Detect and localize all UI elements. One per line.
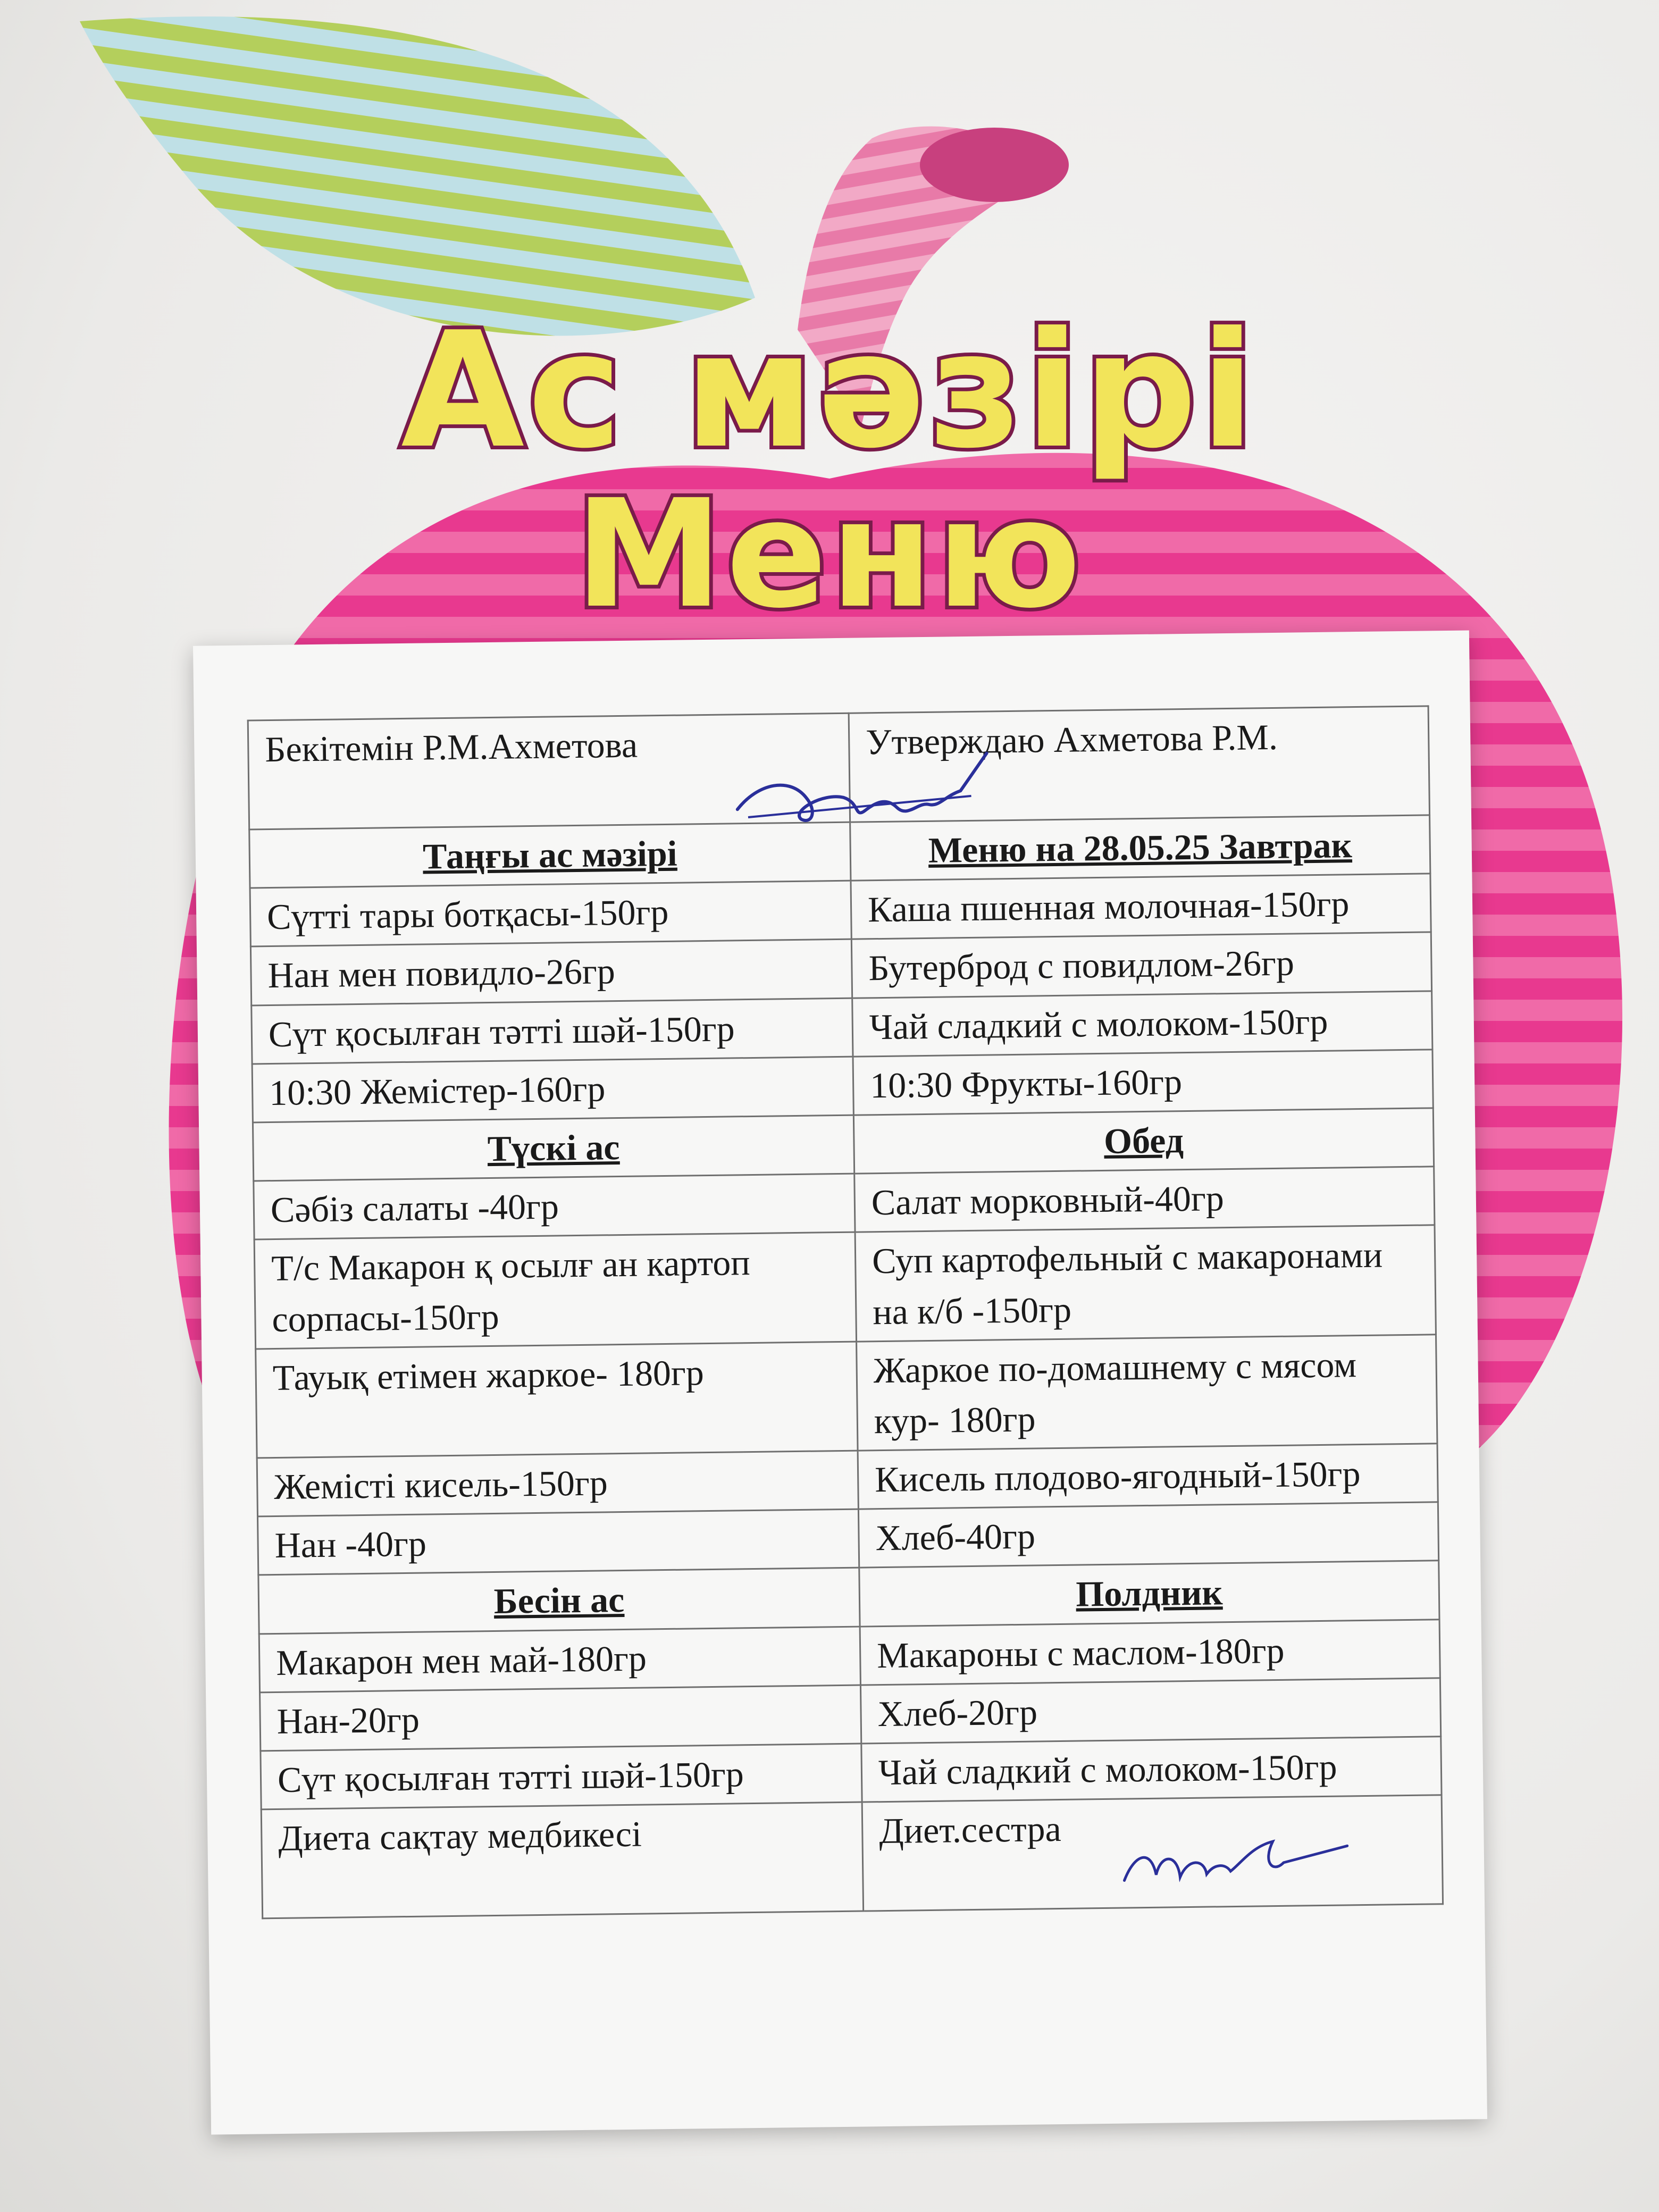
dish-kz: Сүт қосылған тәтті шәй-150гр xyxy=(261,1744,862,1809)
dish-kz: Жемісті кисель-150гр xyxy=(257,1451,858,1516)
approval-row xyxy=(248,706,1429,830)
approval-kz: Бекітемін Р.М.Ахметова xyxy=(248,713,850,830)
dish-kz: Т/с Макарон қ осылғ ан картоп сорпасы-150гр xyxy=(254,1232,856,1348)
section-title-kz: Таңғы ас мәзірі xyxy=(249,822,851,888)
dish-ru: Макароны с маслом-180гр xyxy=(860,1619,1440,1685)
poster-title-ru: Меню xyxy=(574,468,1085,641)
dish-ru: Бутерброд с повидлом-26гр xyxy=(851,932,1431,998)
dish-ru: Жаркое по-домашнему с мясом кур- 180гр xyxy=(857,1334,1437,1451)
stem-top xyxy=(920,128,1069,202)
section-title-kz: Түскі ас xyxy=(253,1115,854,1181)
menu-row xyxy=(256,1334,1437,1457)
leaf-shape xyxy=(80,16,755,336)
nurse-signature xyxy=(1113,1830,1358,1897)
section-title-ru: Обед xyxy=(853,1108,1434,1174)
dish-ru: Салат морковный-40гр xyxy=(854,1167,1435,1232)
dish-kz: Нан-20гр xyxy=(260,1685,861,1751)
menu-table xyxy=(247,705,1444,1919)
nurse-ru-label: Диет.сестра xyxy=(878,1808,1062,1851)
dish-kz: Нан мен повидло-26гр xyxy=(250,940,852,1006)
dish-kz: Тауық етімен жаркое- 180гр xyxy=(256,1342,858,1458)
menu-row xyxy=(254,1225,1436,1348)
section-title-ru: Полдник xyxy=(859,1561,1439,1626)
dish-kz: 10:30 Жемістер-160гр xyxy=(252,1057,853,1122)
dish-ru: Чай сладкий с молоком-150гр xyxy=(861,1737,1442,1802)
dish-kz: Сүтті тары ботқасы-150гр xyxy=(250,881,851,946)
dish-ru: Суп картофельный с макаронами на к/б -150гр xyxy=(855,1225,1436,1342)
dish-kz: Нан -40гр xyxy=(257,1509,859,1575)
nurse-ru xyxy=(862,1795,1443,1911)
dish-ru: Хлеб-40гр xyxy=(858,1502,1438,1568)
dish-kz: Сәбіз салаты -40гр xyxy=(254,1174,855,1239)
menu-sheet xyxy=(193,630,1487,2134)
section-title-kz: Бесін ас xyxy=(258,1568,860,1634)
footer-row xyxy=(261,1795,1443,1918)
nurse-kz: Диета сақтау медбикесі xyxy=(261,1802,863,1918)
poster-title-kz: Ас мәзірі xyxy=(401,298,1258,483)
dish-ru: Кисель плодово-ягодный-150гр xyxy=(858,1444,1438,1509)
dish-kz: Макарон мен май-180гр xyxy=(259,1627,860,1692)
dish-ru: Хлеб-20гр xyxy=(860,1678,1440,1744)
dish-ru: Каша пшенная молочная-150гр xyxy=(851,874,1431,939)
approval-ru: Утверждаю Ахметова Р.М. xyxy=(849,706,1429,822)
section-title-ru: Меню на 28.05.25 Завтрак xyxy=(850,815,1430,881)
dish-kz: Сүт қосылған тәтті шәй-150гр xyxy=(252,998,853,1064)
dish-ru: Чай сладкий с молоком-150гр xyxy=(852,991,1432,1056)
dish-ru: 10:30 Фрукты-160гр xyxy=(853,1050,1433,1115)
